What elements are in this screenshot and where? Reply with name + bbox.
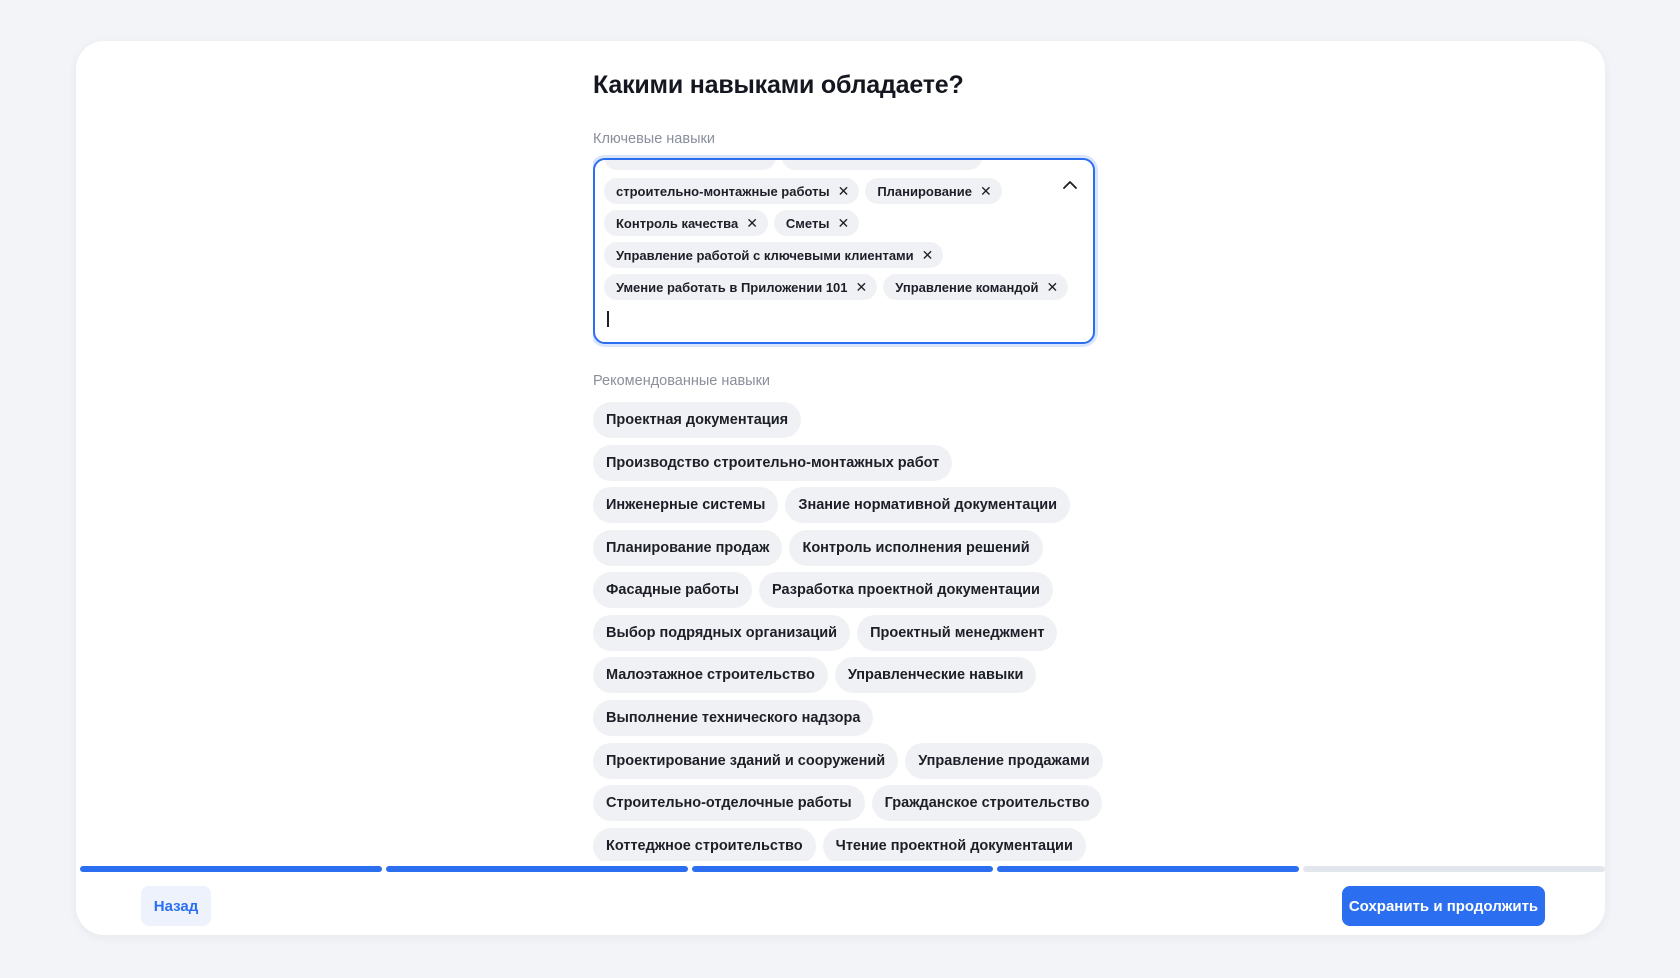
skills-card (76, 41, 1605, 935)
recommended-row (593, 785, 1102, 821)
selected-skill-label: Сметы (785, 215, 830, 231)
step-progress-bar (80, 866, 1605, 872)
progress-segment (1303, 866, 1605, 872)
progress-segment (997, 866, 1299, 872)
progress-segment (386, 866, 688, 872)
selected-skill-chip (604, 158, 776, 170)
selected-skill-chip (604, 242, 943, 268)
recommended-row (593, 700, 873, 736)
selected-skills-row (604, 242, 943, 268)
back-button[interactable]: Назад (141, 886, 211, 926)
close-icon[interactable]: ✕ (921, 247, 934, 263)
close-icon[interactable]: ✕ (855, 279, 868, 295)
page-title: Какими навыками обладаете? (593, 71, 964, 99)
close-icon[interactable]: ✕ (837, 215, 850, 231)
recommended-row (593, 402, 801, 438)
recommended-row (593, 615, 1057, 651)
close-icon[interactable]: ✕ (837, 183, 850, 199)
selected-skill-label: Планирование (877, 183, 972, 199)
selected-skill-chip (865, 178, 1001, 204)
recommended-skill-chip[interactable]: Выбор подрядных организаций (593, 615, 850, 651)
recommended-skill-chip[interactable]: Разработка проектной документации (759, 572, 1053, 608)
close-icon[interactable]: ✕ (746, 215, 758, 231)
recommended-skill-chip[interactable]: Выполнение технического надзора (593, 700, 873, 736)
recommended-skill-chip[interactable]: Контроль исполнения решений (789, 530, 1042, 566)
selected-skill-label: строительно-монтажные работы (616, 183, 830, 199)
save-and-continue-button[interactable]: Сохранить и продолжить (1342, 886, 1545, 926)
selected-skill-label: Контроль качества (616, 215, 739, 231)
selected-skill-chip (774, 210, 859, 236)
selected-skills-row (604, 178, 1002, 204)
close-icon[interactable]: ✕ (980, 183, 992, 199)
selected-skill-label: Управление работой с ключевыми клиентами (616, 247, 914, 263)
recommended-row (593, 657, 1036, 693)
recommended-skill-chip[interactable]: Проектная документация (593, 402, 801, 438)
recommended-skill-chip[interactable]: Малоэтажное строительство (593, 657, 828, 693)
recommended-skill-chip[interactable]: Проектирование зданий и сооружений (593, 743, 898, 779)
selected-skill-chip (604, 274, 877, 300)
recommended-skill-chip[interactable]: Производство строительно-монтажных работ (593, 445, 952, 481)
selected-skills-row (604, 274, 1068, 300)
recommended-skill-chip[interactable]: Управленческие навыки (835, 657, 1037, 693)
text-caret[interactable] (607, 311, 609, 327)
close-icon[interactable]: ✕ (1046, 279, 1059, 295)
recommended-row (593, 487, 1070, 523)
key-skills-multiselect[interactable] (593, 158, 1095, 344)
selected-skill-chip (604, 178, 859, 204)
recommended-row (593, 530, 1043, 566)
progress-segment (692, 866, 994, 872)
recommended-skills-label: Рекомендованные навыки (593, 373, 771, 389)
selected-skill-label: Управление командой (895, 279, 1039, 295)
recommended-skill-chip[interactable]: Управление продажами (905, 743, 1102, 779)
recommended-row (593, 445, 952, 481)
selected-skill-chip (604, 210, 768, 236)
recommended-row (593, 828, 1086, 861)
selected-skill-label: Умение работать в Приложении 101 (616, 279, 848, 295)
recommended-skill-chip[interactable]: Фасадные работы (593, 572, 752, 608)
recommended-skill-chip[interactable]: Гражданское строительство (872, 785, 1103, 821)
selected-skill-chip (883, 274, 1068, 300)
progress-segment (80, 866, 382, 872)
selected-skill-chip (782, 158, 982, 170)
recommended-skill-chip[interactable]: Строительно-отделочные работы (593, 785, 865, 821)
recommended-row (593, 743, 1103, 779)
recommended-skill-chip[interactable]: Чтение проектной документации (823, 828, 1086, 861)
selected-skills-row (604, 210, 859, 236)
recommended-skill-chip[interactable]: Коттеджное строительство (593, 828, 816, 861)
recommended-skill-chip[interactable]: Инженерные системы (593, 487, 778, 523)
recommended-row (593, 572, 1053, 608)
chevron-up-icon[interactable] (1061, 176, 1079, 194)
selected-skills-row-hidden (604, 158, 982, 170)
recommended-skill-chip[interactable]: Знание нормативной документации (785, 487, 1070, 523)
key-skills-label: Ключевые навыки (593, 131, 715, 147)
recommended-skill-chip[interactable]: Планирование продаж (593, 530, 782, 566)
recommended-skill-chip[interactable]: Проектный менеджмент (857, 615, 1057, 651)
skills-form (593, 41, 1103, 861)
